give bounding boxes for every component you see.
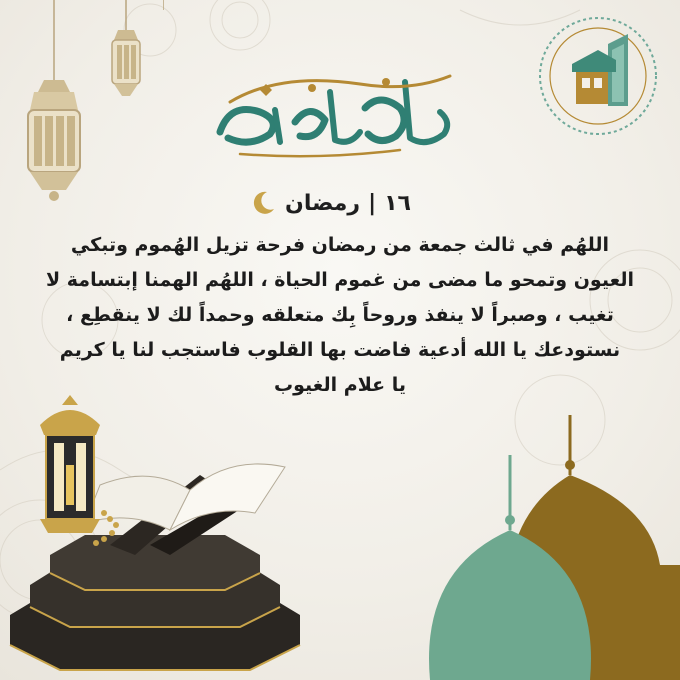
dua-line: نستودعك يا الله أدعية فاضت بها القلوب فاستجب لنا يا كريم — [59, 339, 621, 361]
dua-line: العيون وتمحو ما مضى من غموم الحياة ، اللهُم الهمنا إبتسامة لا — [46, 269, 634, 291]
date-day: ١٦ — [384, 190, 411, 216]
date-line — [230, 186, 430, 220]
ramadan-kareem-calligraphy — [200, 62, 470, 162]
date-month: رمضان — [285, 190, 361, 216]
logo-emblem-icon — [536, 14, 660, 138]
dua-line: تغيب ، وصبراً لا ينفذ وروحاً بِك متعلقه وحمداً لك لا ينقطِع ، — [66, 304, 614, 326]
mosque-dome-icon — [400, 395, 680, 680]
dua-text — [30, 228, 650, 403]
dua-line: اللهُم في ثالث جمعة من رمضان فرحة تزيل الهُموم وتبكي — [70, 234, 610, 256]
date-separator: | — [368, 190, 377, 216]
crescent-icon — [249, 189, 277, 217]
lantern-icon — [14, 0, 164, 210]
dua-line: يا علام الغيوب — [274, 374, 406, 396]
quran-stand-icon — [0, 395, 320, 680]
